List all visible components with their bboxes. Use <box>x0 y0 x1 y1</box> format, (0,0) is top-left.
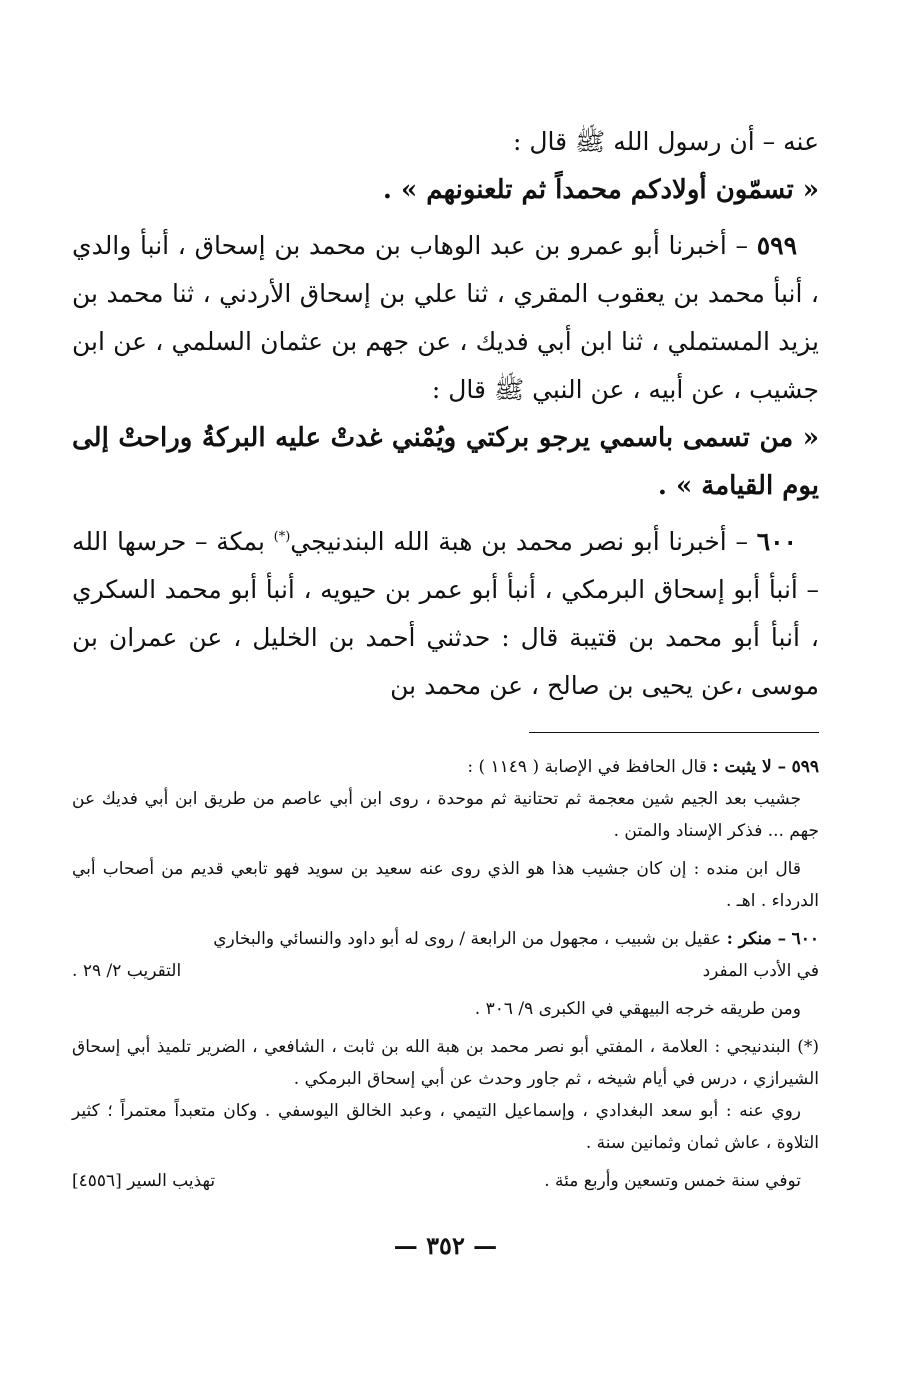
footnotes <box>72 751 819 1197</box>
footnote-star-para-3: توفي سنة خمس وتسعين وأربع مئة . <box>544 1171 801 1191</box>
footnote-star-para-2: روي عنه : أبو سعد البغدادي ، وإسماعيل التيمي ، وعبد الخالق اليوسفي . وكان متعبداً معتمراً ؛ كثير التلاوة ، عاش ثمان وثمانين سنة . <box>72 1101 819 1153</box>
footnote-599-intro: قال الحافظ في الإصابة ( ١١٤٩ ) : <box>467 757 707 777</box>
hadith-600-isnad-a: – أخبرنا أبو نصر محمد بن هبة الله البندنيجي <box>290 527 748 556</box>
hadith-text-1: « تسمّون أولادكم محمداً ثم تلعنونهم » . <box>382 175 819 205</box>
footnote-599-para-1: جشيب بعد الجيم شين معجمة ثم تحتانية ثم موحدة ، روى ابن أبي عاصم من طريق ابن أبي فديك عن جهم ... فذكر الإسناد والمتن . <box>72 789 819 841</box>
footnote-600-heading <box>72 923 819 955</box>
hadith-599 <box>72 222 819 414</box>
footnote-600-text: عقيل بن شبيب ، مجهول من الرابعة / روى له أبو داود والنسائي والبخاري <box>213 929 722 949</box>
footnote-599-para-2: قال ابن منده : إن كان جشيب هذا هو الذي روى عنه سعيد بن سويد فهو تابعي قديم من أصحاب أبي الدرداء . اهـ . <box>72 859 819 911</box>
footnote-600-number: ٦٠٠ <box>791 929 819 949</box>
hadith-number-600: ٦٠٠ <box>756 527 797 556</box>
footnote-600-reference: التقريب ٢/ ٢٩ . <box>72 961 182 981</box>
hadith-599-isnad: – أخبرنا أبو عمرو بن عبد الوهاب بن محمد بن إسحاق ، أنبأ والدي ، أنبأ محمد بن يعقوب المقري ، ثنا علي بن إسحاق الأردني ، ثنا محمد بن يزيد المستملي ، ثنا ابن أبي فديك ، عن جهم بن عثمان السلمي ، عن ابن جشيب ، عن أبيه ، عن النبي ﷺ قال : <box>72 231 819 404</box>
footnote-divider <box>529 732 819 733</box>
footnote-600-grade: – منكر : <box>726 929 787 949</box>
footnote-600-line-2 <box>72 955 819 987</box>
footnote-599-grade: – لا يثبت : <box>712 757 787 777</box>
page-number: — ٣٥٢ — <box>393 1231 498 1260</box>
footnote-star-para-1: (*) البندنيجي : العلامة ، المفتي أبو نصر محمد بن هبة الله بن ثابت ، الشافعي ، الضرير تلميذ أبي إسحاق الشيرازي ، درس في أيام شيخه ، ثم جاور وحدث عن أبي إسحاق البرمكي . <box>72 1037 819 1089</box>
footnote-marker: (*) <box>273 529 291 545</box>
footnote-600-para-2: ومن طريقه خرجه البيهقي في الكبرى ٩/ ٣٠٦ . <box>474 999 801 1019</box>
footnote-600-source: في الأدب المفرد <box>702 961 819 981</box>
hadith-600-isnad-b: بمكة – حرسها الله – أنبأ أبو إسحاق البرمكي ، أنبأ أبو عمر بن حيويه ، أنبأ أبو محمد السكري ، أنبأ أبو محمد بن قتيبة قال : حدثني أحمد بن الخليل ، عن عمران بن موسى ،عن يحيى بن صالح ، عن محمد بن <box>72 527 819 700</box>
main-text <box>72 118 819 710</box>
footnote-599-number: ٥٩٩ <box>791 757 819 777</box>
hadith-number-599: ٥٩٩ <box>756 231 798 260</box>
hadith-600 <box>72 518 819 710</box>
continuation-line: عنه – أن رسول الله ﷺ قال : <box>513 127 819 156</box>
hadith-text-2: « من تسمى باسمي يرجو بركتي ويُمْني غدتْ عليه البركةُ وراحتْ إلى يوم القيامة » . <box>72 423 819 501</box>
footnote-star-reference: تهذيب السير [٤٥٥٦] <box>72 1171 216 1191</box>
footnote-star-last-line <box>72 1165 819 1197</box>
footnote-599-heading <box>72 751 819 783</box>
